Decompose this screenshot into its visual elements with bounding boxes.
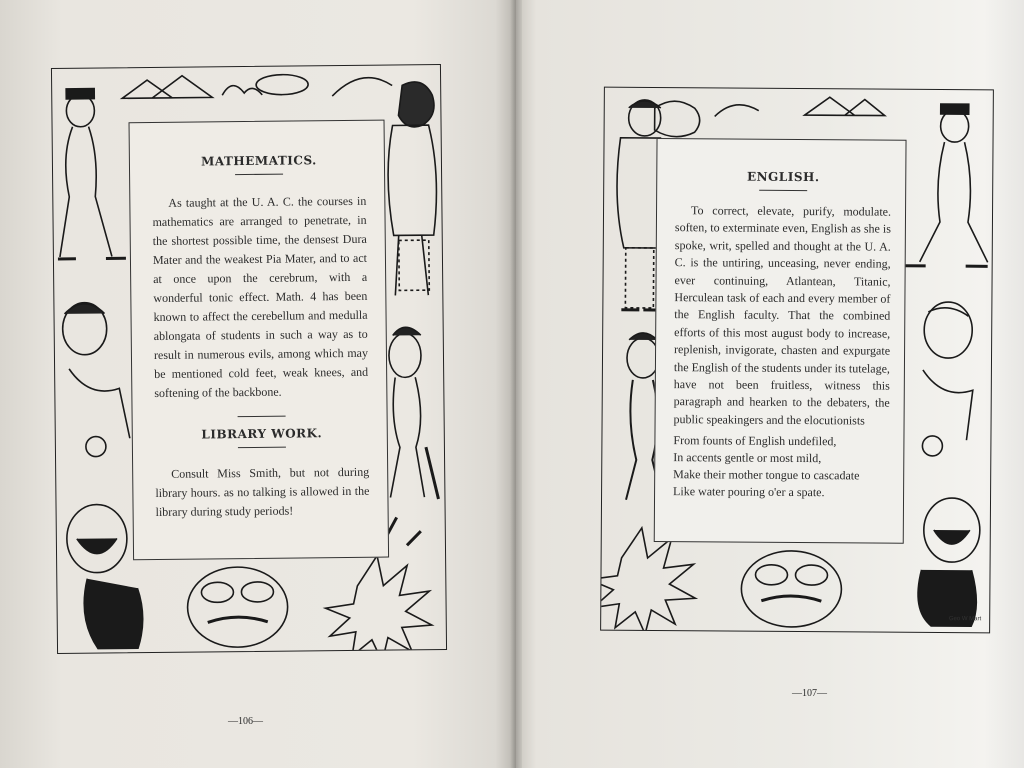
mathematics-paragraph: As taught at the U. A. C. the courses in mathematics are arranged to penetrate, in the shortest possible time, the densest Dura Mater and the weakest Pia Mater, and to act at once upon the cerebrum, with a wonderful tonic effect. Math. 4 has been known to affect the cerebellum and medulla ablongata of students in such a way as to result in numerous evils, among which may be mentioned cold feet, weak knees, and softening of the backbone.	[152, 193, 369, 400]
heading-rule	[759, 190, 807, 191]
artist-signature: Geo W Mart	[948, 616, 982, 623]
page-edge-shadow	[984, 0, 1024, 768]
english-heading: ENGLISH.	[746, 169, 820, 185]
page-number-right: —107—	[792, 688, 827, 699]
english-panel	[654, 138, 907, 544]
page-number-left: —106—	[228, 716, 263, 727]
right-page	[516, 0, 1024, 768]
library-work-paragraph: Consult Miss Smith, but not during library hours. as no talking is allowed in the library during study periods!	[155, 464, 370, 519]
verse-line: Make their mother tongue to cascadate	[673, 467, 860, 483]
library-work-heading: LIBRARY WORK.	[201, 426, 323, 442]
cartoon-border-left-icon	[51, 64, 447, 654]
heading-rule	[238, 447, 286, 449]
heading-rule	[235, 174, 283, 176]
mathematics-heading: MATHEMATICS.	[200, 153, 317, 169]
verse-line: From founts of English undefiled,	[673, 433, 837, 449]
english-verse	[673, 432, 889, 502]
book-gutter	[510, 0, 522, 768]
english-paragraph: To correct, elevate, purify, modulate. soften, to exterminate even, English as she is spoke, writ, spelled and thought at the U. A. C. is the untiring, unceasing, never ending, ever continuing, Atlantean, Titanic, Herculean task of each and every member of the English faculty. That the combined efforts of this most august body to increase, replenish, invigorate, chasten and expurgate the English of the students under its tutelage, have not been fruitless, witness this paragraph and hearken to the debaters, the public speakingers and the elocutionists	[673, 203, 892, 428]
verse-line: Like water pouring o'er a spate.	[673, 484, 825, 500]
verse-line: In accents gentle or most mild,	[673, 450, 822, 466]
cartoon-border-right-icon	[600, 87, 994, 634]
section-divider	[238, 416, 286, 418]
mathematics-panel	[129, 120, 390, 561]
